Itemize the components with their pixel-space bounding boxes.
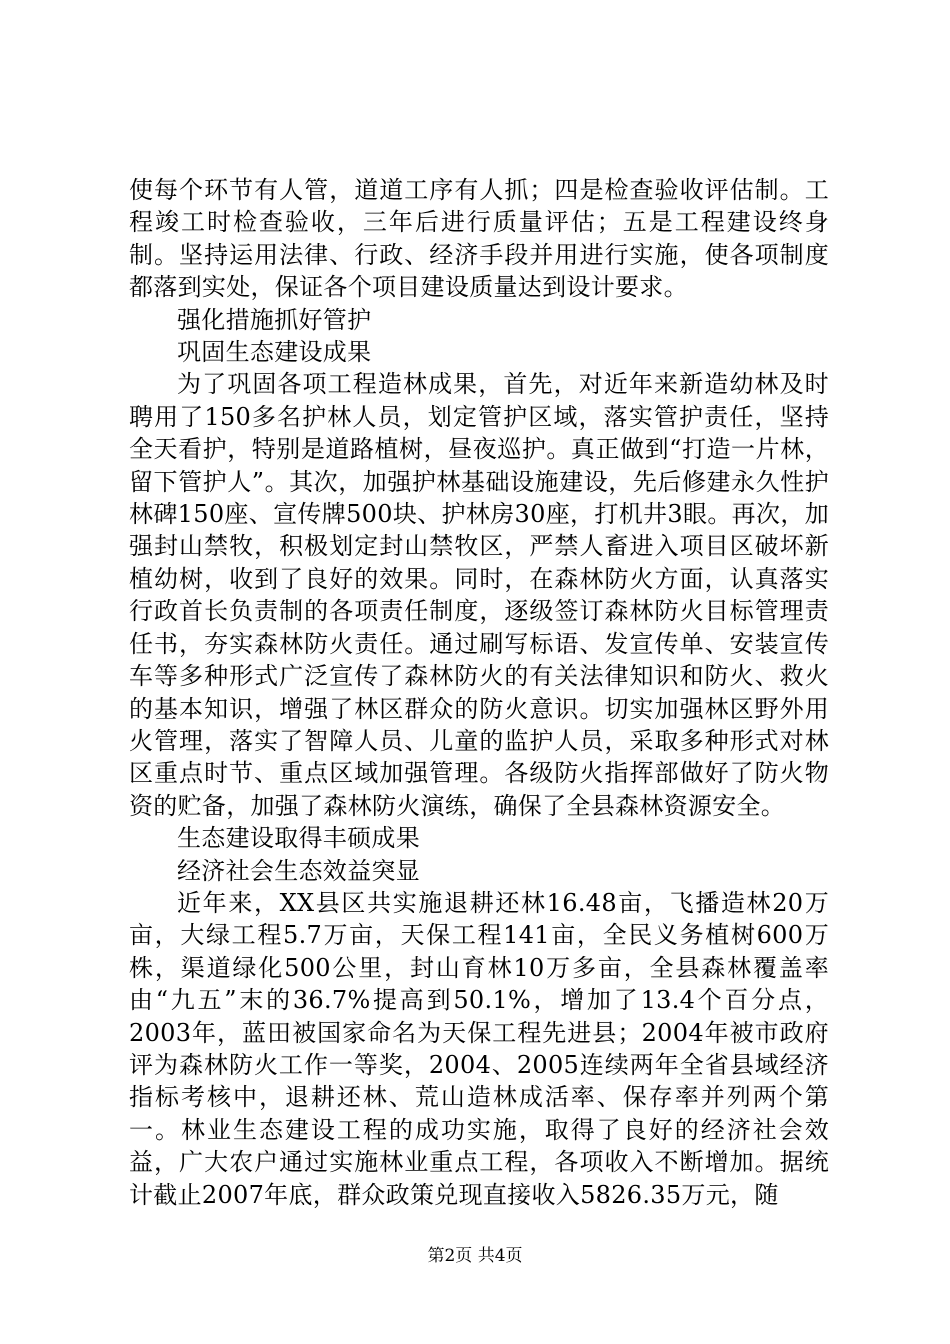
paragraph-management: 为了巩固各项工程造林成果，首先，对近年来新造幼林及时聘用了150多名护林人员，划定管护区域，落实管护责任，坚持全天看护，特别是道路植树，昼夜巡护。真正做到“打造一片林，留下管护人”。其次，加强护林基础设施建设，先后修建永久性护林碑150座、宣传牌500块、护林房30座，打机井3眼。再次，加强封山禁牧，积极划定封山禁牧区，严禁人畜进入项目区破坏新植幼树，收到了良好的效果。同时，在森林防火方面，认真落实行政首长负责制的各项责任制度，逐级签订森林防火目标管理责任书，夯实森林防火责任。通过刷写标语、发宣传单、安装宣传车等多种形式广泛宣传了森林防火的有关法律知识和防火、救火的基本知识，增强了林区群众的防火意识。切实加强林区野外用火管理，落实了智障人员、儿童的监护人员，采取多种形式对林区重点时节、重点区域加强管理。各级防火指挥部做好了防火物资的贮备，加强了森林防火演练，确保了全县森林资源安全。 — [129, 370, 829, 820]
document-body — [129, 174, 829, 1211]
section-heading-1: 强化措施抓好管护 — [177, 305, 372, 334]
section-subheading-2: 经济社会生态效益突显 — [177, 856, 420, 885]
paragraph-results: 近年来，XX县区共实施退耕还林16.48亩，飞播造林20万亩，大绿工程5.7万亩，天保工程141亩，全民义务植树600万株，渠道绿化500公里，封山育林10万多亩，全县森林覆盖率由“九五”末的36.7%提高到50.1%，增加了13.4个百分点，2003年，蓝田被国家命名为天保工程先进县；2004年被市政府评为森林防火工作一等奖，2004、2005连续两年全省县域经济指标考核中，退耕还林、荒山造林成活率、保存率并列两个第一。林业生态建设工程的成功实施，取得了良好的经济社会效益，广大农户通过实施林业重点工程，各项收入不断增加。据统计截止2007年底，群众政策兑现直接收入5826.35万元，随 — [129, 888, 829, 1209]
section-heading-2: 生态建设取得丰硕成果 — [177, 824, 420, 853]
section-subheading-1: 巩固生态建设成果 — [177, 338, 372, 367]
page-footer: 第2页 共4页 — [427, 1246, 523, 1266]
paragraph-continuation: 使每个环节有人管，道道工序有人抓；四是检查验收评估制。工程竣工时检查验收，三年后进行质量评估；五是工程建设终身制。坚持运用法律、行政、经济手段并用进行实施，使各项制度都落到实处，保证各个项目建设质量达到设计要求。 — [129, 176, 829, 302]
